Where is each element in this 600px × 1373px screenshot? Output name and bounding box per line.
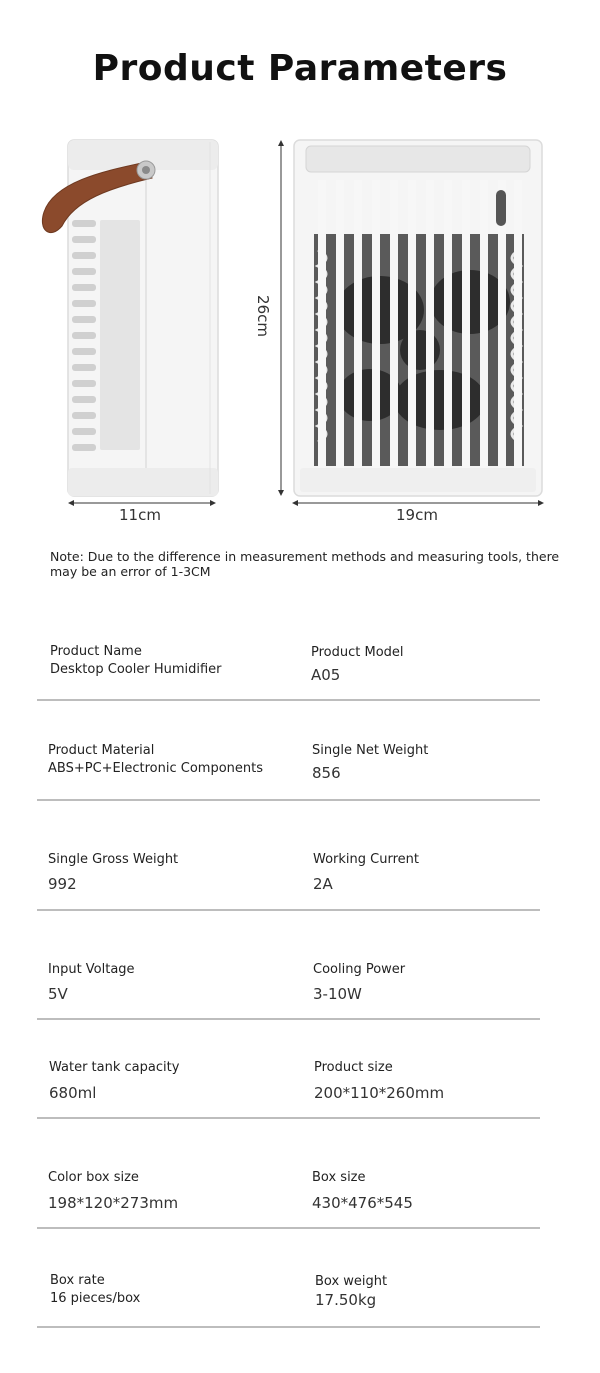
divider [37,799,540,801]
water-level-window [496,190,506,226]
divider [37,1227,540,1229]
spec-value: Desktop Cooler Humidifier [50,662,222,677]
side-view [42,140,218,506]
spec-label: Single Net Weight [312,743,429,758]
spec-row [37,739,540,801]
spec-row [37,848,540,911]
front-width-label: 19cm [396,506,438,524]
spec-row [37,1056,540,1119]
measurement-note: Note: Due to the difference in measurement methods and measuring tools, there may be an error of 1-3CM [50,549,560,579]
spec-label: Single Gross Weight [48,852,179,867]
spec-value: 680ml [49,1084,97,1102]
side-vents [72,220,96,451]
divider [37,1018,540,1020]
spec-row [37,1166,540,1229]
front-view [278,140,544,506]
spec-row [37,640,540,701]
spec-label: Product size [314,1060,393,1075]
spec-label: Input Voltage [48,962,135,977]
divider [37,1326,540,1328]
spec-label: Product Model [311,645,404,660]
spec-label: Box rate [50,1273,105,1288]
spec-value: 198*120*273mm [48,1194,179,1212]
spec-value: A05 [311,666,341,684]
divider [37,909,540,911]
spec-value: 430*476*545 [312,1194,413,1212]
spec-row [37,1268,540,1328]
height-label: 26cm [253,295,272,337]
side-width-label: 11cm [119,506,161,524]
page-title: Product Parameters [92,48,508,89]
divider [37,1117,540,1119]
spec-label: Product Name [50,644,142,659]
spec-value: 16 pieces/box [50,1291,141,1306]
spec-label: Working Current [313,852,419,867]
spec-value: 17.50kg [315,1291,377,1309]
spec-value: 856 [312,764,341,782]
product-illustration [0,130,600,530]
spec-label: Product Material [48,743,155,758]
spec-value: ABS+PC+Electronic Components [48,761,263,776]
spec-value: 5V [48,985,68,1003]
spec-label: Water tank capacity [49,1060,180,1075]
spec-value: 3-10W [313,985,362,1003]
spec-value: 992 [48,875,77,893]
spec-label: Box weight [315,1274,388,1289]
spec-value: 2A [313,875,333,893]
spec-row [37,958,540,1020]
divider [37,699,540,701]
spec-label: Cooling Power [313,962,406,977]
spec-value: 200*110*260mm [314,1084,445,1102]
product-views [0,130,600,530]
spec-label: Box size [312,1170,366,1185]
spec-label: Color box size [48,1170,139,1185]
